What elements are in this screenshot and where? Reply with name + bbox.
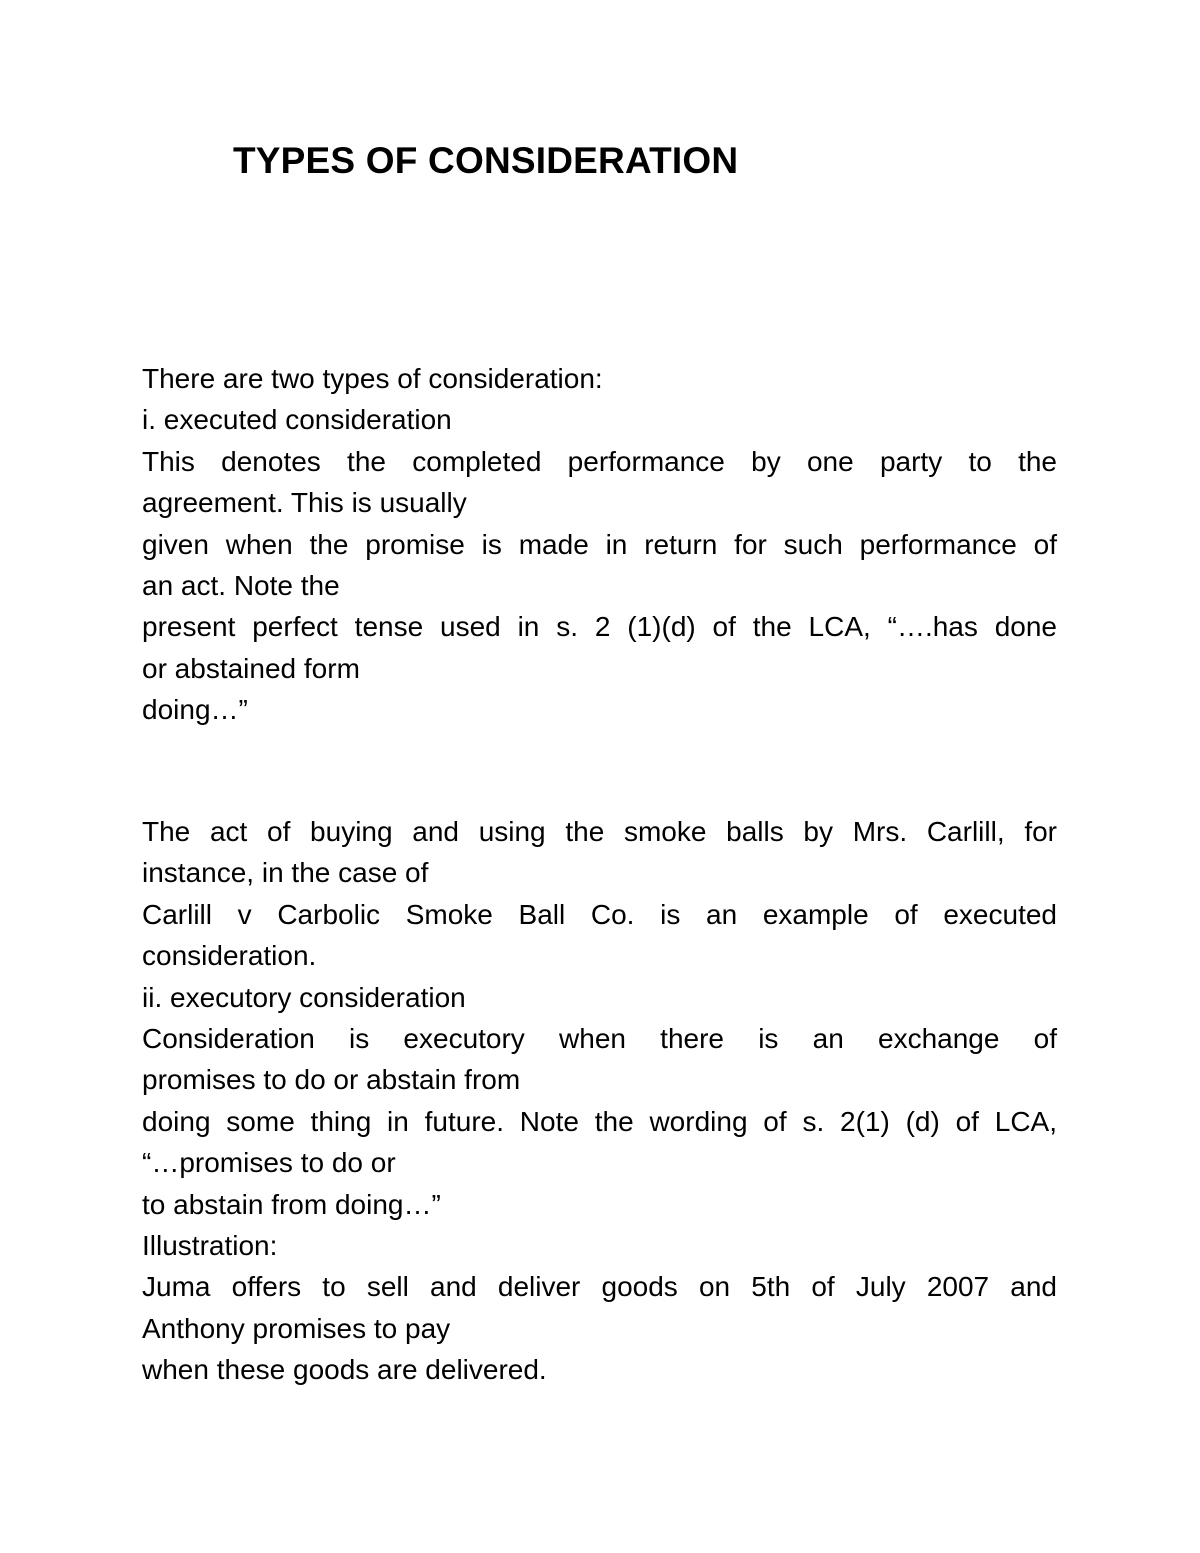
paragraph-line: an act. Note the xyxy=(142,569,340,601)
paragraph-line: “…promises to do or xyxy=(142,1147,396,1179)
paragraph-line: to abstain from doing…” xyxy=(142,1188,441,1220)
executed-consideration-section xyxy=(142,358,1057,731)
paragraph-line: Juma offers to sell and deliver goods on 5th of July 2007 and xyxy=(142,1271,1057,1303)
paragraph-line: or abstained form xyxy=(142,652,360,684)
illustration-label: Illustration: xyxy=(142,1229,278,1261)
page-title: TYPES OF CONSIDERATION xyxy=(233,140,739,181)
intro-line: There are two types of consideration: xyxy=(142,363,603,394)
executory-heading: ii. executory consideration xyxy=(142,981,466,1013)
paragraph-line: consideration. xyxy=(142,940,317,972)
paragraph-line: Consideration is executory when there is an exchange of xyxy=(142,1022,1057,1054)
paragraph-line: doing…” xyxy=(142,694,248,726)
paragraph-line: given when the promise is made in return for such performance of xyxy=(142,528,1057,560)
paragraph-line: promises to do or abstain from xyxy=(142,1064,521,1096)
paragraph-line: Carlill v Carbolic Smoke Ball Co. is an example of executed xyxy=(142,898,1057,930)
paragraph-line: agreement. This is usually xyxy=(142,487,467,519)
paragraph-line: The act of buying and using the smoke balls by Mrs. Carlill, for xyxy=(142,816,1057,847)
paragraph-line: This denotes the completed performance by one party to the xyxy=(142,445,1057,477)
paragraph-line: Anthony promises to pay xyxy=(142,1312,451,1344)
paragraph-line: when these goods are delivered. xyxy=(142,1354,547,1386)
paragraph-line: doing some thing in future. Note the wording of s. 2(1) (d) of LCA, xyxy=(142,1105,1057,1137)
executed-heading: i. executed consideration xyxy=(142,404,452,436)
paragraph-line: instance, in the case of xyxy=(142,857,429,889)
executory-consideration-section xyxy=(142,811,1057,1390)
paragraph-line: present perfect tense used in s. 2 (1)(d) of the LCA, “….has done xyxy=(142,611,1057,643)
